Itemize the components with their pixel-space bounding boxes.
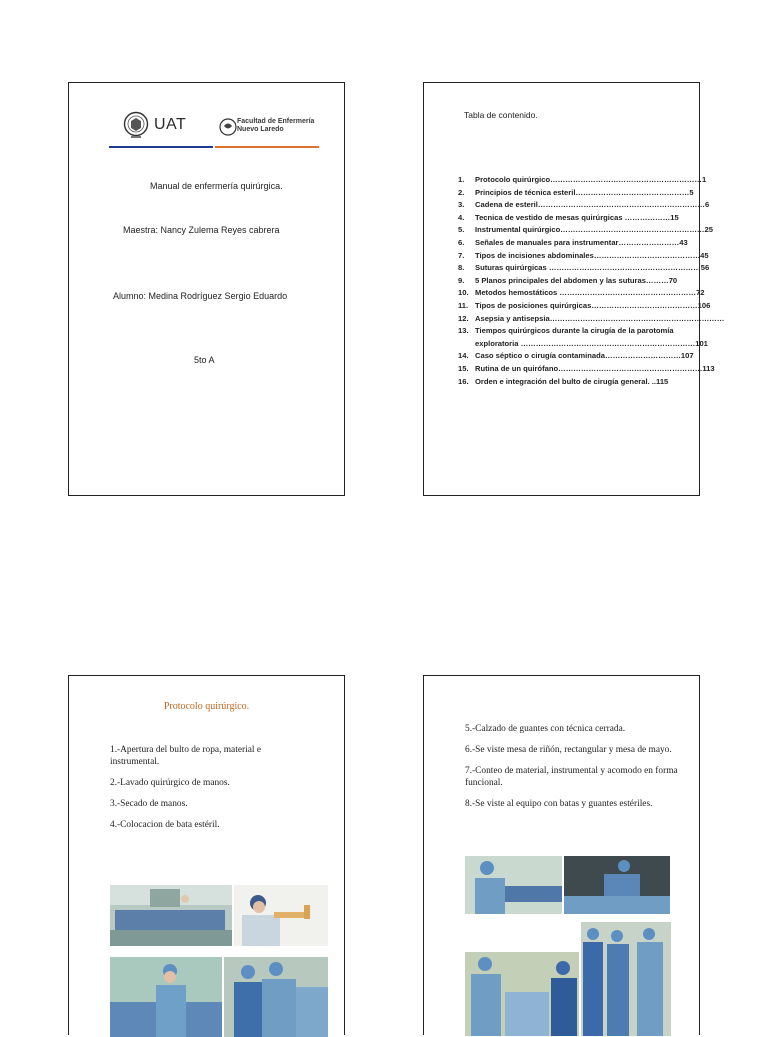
toc-page [423,82,725,496]
toc-item-number: 12. [458,313,469,323]
uat-seal-icon [123,111,149,139]
toc-item [458,313,725,326]
toc-item-text: Instrumental quirúrgico…………………………………………………25 [475,225,713,235]
toc-item-text: Tecnica de vestido de mesas quirúrgicas ………………15 [475,212,679,222]
protocol-steps [110,744,310,840]
photo-instrument-count [465,952,579,1036]
protocol-step: 8.-Se viste al equipo con batas y guantes estériles. [465,799,653,809]
toc-item-text: Metodos hemostáticos ………………………………………………72 [475,288,705,298]
toc-item [458,174,707,187]
protocol-continued-page [423,675,700,1035]
toc-item [458,363,715,376]
toc-item [458,350,694,363]
logo-header [109,109,321,149]
toc-item-number: 8. [458,263,465,273]
toc-item-text: Orden e integración del bulto de cirugía general. ..115 [475,376,669,386]
toc-item [458,250,709,263]
protocol-step: 4.-Colocacion de bata estéril. [110,820,220,830]
toc-item-text: Tiempos quirúrgicos durante la cirugía de la parotomía [475,326,674,336]
protocol-step: 6.-Se viste mesa de riñón, rectangular y mesa de mayo. [465,745,672,755]
toc-item-number: 1. [458,175,465,184]
toc-item-number: 14. [458,351,469,361]
protocol-title: Protocolo quirúrgico. [163,701,250,712]
toc-item-text: Tipos de incisiones abdominales……………………………………45 [475,250,709,260]
toc-list [458,174,725,388]
photo-hand-drying [110,957,222,1037]
toc-item-text: 5 Planos principales del abdomen y las suturas………70 [475,275,678,285]
toc-item-text: Señales de manuales para instrumentar……………………43 [475,237,688,247]
photo-hand-washing [234,885,328,946]
toc-item [458,300,711,313]
toc-item [458,325,694,338]
faculty-seal-icon [219,118,237,136]
toc-item-number: 6. [458,237,465,247]
toc-item-number: 7. [458,250,465,260]
protocol-step: 1.-Apertura del bulto de ropa, material e instrumental. [110,745,261,767]
toc-item-text: Rutina de un quirófano…………………………………………………113 [475,363,715,373]
protocol-page [68,675,345,1035]
toc-item [458,237,694,250]
logo-divider-orange [215,146,319,148]
toc-item-number [458,338,475,351]
toc-item [458,338,708,351]
toc-item-text: Suturas quirúrgicas ……………………………………………………56 [475,263,710,273]
photo-gown-placement [224,957,328,1037]
photo-glove-donning [465,856,562,914]
protocol-steps-continued [465,723,680,819]
logo-divider-blue [109,146,213,148]
toc-item [458,376,694,389]
toc-item [458,187,694,200]
toc-item-text: Protocolo quirúrgico……………………………………………………1 [475,175,707,184]
uat-logo-text: UAT [154,116,187,133]
photo-team-gowning [581,922,671,1036]
toc-title: Tabla de contenido. [464,110,538,120]
cover-page [68,82,345,496]
faculty-logo-line1: Facultad de Enfermería [237,118,315,125]
faculty-logo-text [237,118,314,134]
toc-item [458,262,710,275]
protocol-step: 3.-Secado de manos. [110,799,188,809]
manual-title: Manual de enfermería quirúrgica. [150,181,283,191]
student-name: Alumno: Medina Rodríguez Sergio Eduardo [113,291,288,301]
group-label: 5to A [194,355,215,365]
faculty-logo-line2: Nuevo Laredo [237,126,284,133]
toc-item [458,224,713,237]
toc-item [458,287,705,300]
toc-item-number: 15. [458,363,469,373]
toc-item [458,275,694,288]
toc-item-number: 2. [458,187,465,197]
toc-item-text: Tipos de posiciones quirúrgicas……………………………………106 [475,300,711,310]
photo-operating-room [110,885,232,946]
protocol-step: 2.-Lavado quirúrgico de manos. [110,778,230,788]
toc-item-number: 4. [458,212,465,222]
toc-item-number: 10. [458,288,469,298]
photo-table-dressing [564,856,670,914]
toc-item [458,212,694,225]
toc-item-number: 11. [458,300,469,310]
toc-item-number: 9. [458,275,465,285]
protocol-step: 5.-Calzado de guantes con técnica cerrada. [465,724,626,734]
toc-item-number: 3. [458,200,465,210]
toc-item-number: 5. [458,225,465,235]
toc-item-text: exploratoria ……………………………………………………………101 [475,338,708,348]
toc-item [458,199,710,212]
toc-item-text: Cadena de esteril…………………………………………………………6 [475,200,710,210]
toc-item-text: Caso séptico o cirugía contaminada…………………………107 [475,351,694,361]
teacher-name: Maestra: Nancy Zulema Reyes cabrera [123,225,280,235]
protocol-step: 7.-Conteo de material, instrumental y acomodo en forma funcional. [465,766,678,788]
toc-item-text: Principios de técnica esteril………………………………………5 [475,187,694,197]
toc-item-number: 13. [458,326,469,336]
toc-item-number: 16. [458,376,469,386]
toc-item-text: Asepsia y antisepsia…………………………………………………………… [475,313,725,323]
